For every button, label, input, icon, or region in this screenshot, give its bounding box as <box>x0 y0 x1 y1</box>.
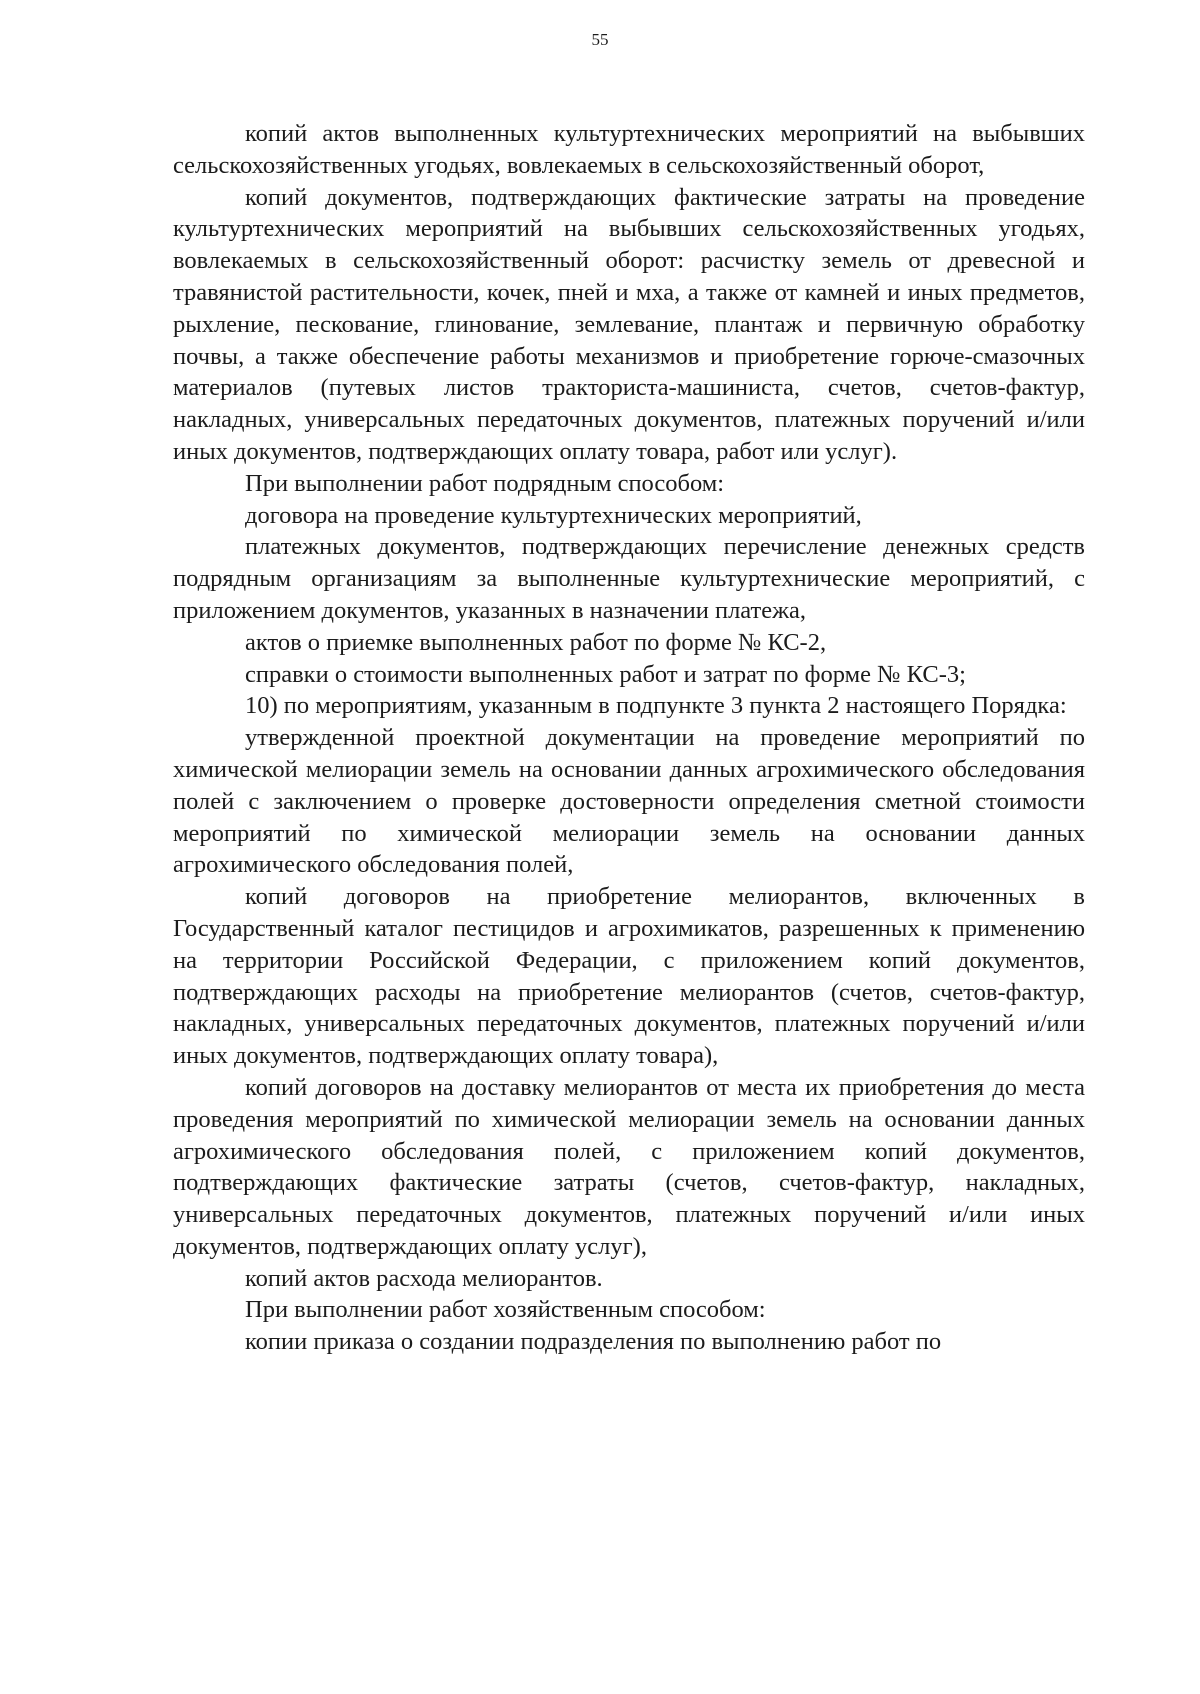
paragraph: При выполнении работ подрядным способом: <box>245 469 725 497</box>
paragraph: копий договоров на доставку мелиорантов от места их приобретения до места проведения мероприятий по химической мелиорации земель на основании данных агрохимического обследования полей, с приложением копий документов, подтверждающих фактические затраты (счетов, счетов-фактур, накладных, универсальных передаточных документов, платежных поручений и/или иных документов, подтверждающих оплату услуг), <box>173 1073 1085 1260</box>
paragraph: копий актов расхода мелиорантов. <box>245 1264 603 1292</box>
paragraph: копий актов выполненных культуртехнических мероприятий на выбывших сельскохозяйственных угодьях, вовлекаемых в сельскохозяйственный оборот, <box>173 120 1085 179</box>
document-body <box>173 118 1085 1358</box>
paragraph: утвержденной проектной документации на проведение мероприятий по химической мелиорации земель на основании данных агрохимического обследования полей с заключением о проверке достоверности определения сметной стоимости мероприятий по химической мелиорации земель на основании данных агрохимического обследования полей, <box>173 724 1085 879</box>
paragraph: копии приказа о создании подразделения по выполнению работ по <box>245 1328 942 1356</box>
paragraph: При выполнении работ хозяйственным способом: <box>245 1296 766 1324</box>
paragraph: справки о стоимости выполненных работ и затрат по форме № КС-3; <box>245 660 966 688</box>
paragraph: актов о приемке выполненных работ по форме № КС-2, <box>245 628 827 656</box>
paragraph: копий документов, подтверждающих фактические затраты на проведение культуртехнических мероприятий на выбывших сельскохозяйственных угодьях, вовлекаемых в сельскохозяйственный оборот: расчистку земель от древесной и травянистой растительности, кочек, пней и мха, а также от камней и иных предметов, рыхление, пескование, глинование, землевание, плантаж и первичную обработку почвы, а также обеспечение работы механизмов и приобретение горюче-смазочных материалов (путевых листов тракториста-машиниста, счетов, счетов-фактур, накладных, универсальных передаточных документов, платежных поручений и/или иных документов, подтверждающих оплату товара, работ или услуг). <box>173 183 1085 465</box>
paragraph: копий договоров на приобретение мелиорантов, включенных в Государственный каталог пестицидов и агрохимикатов, разрешенных к применению на территории Российской Федерации, с приложением копий документов, подтверждающих расходы на приобретение мелиорантов (счетов, счетов-фактур, накладных, универсальных передаточных документов, платежных поручений и/или иных документов, подтверждающих оплату товара), <box>173 883 1085 1070</box>
paragraph: договора на проведение культуртехнических мероприятий, <box>245 501 862 529</box>
page-number: 55 <box>591 30 609 49</box>
paragraph: 10) по мероприятиям, указанным в подпункте 3 пункта 2 настоящего Порядка: <box>245 692 1067 720</box>
paragraph: платежных документов, подтверждающих перечисление денежных средств подрядным организациям за выполненные культуртехнические мероприятий, с приложением документов, указанных в назначении платежа, <box>173 533 1085 624</box>
